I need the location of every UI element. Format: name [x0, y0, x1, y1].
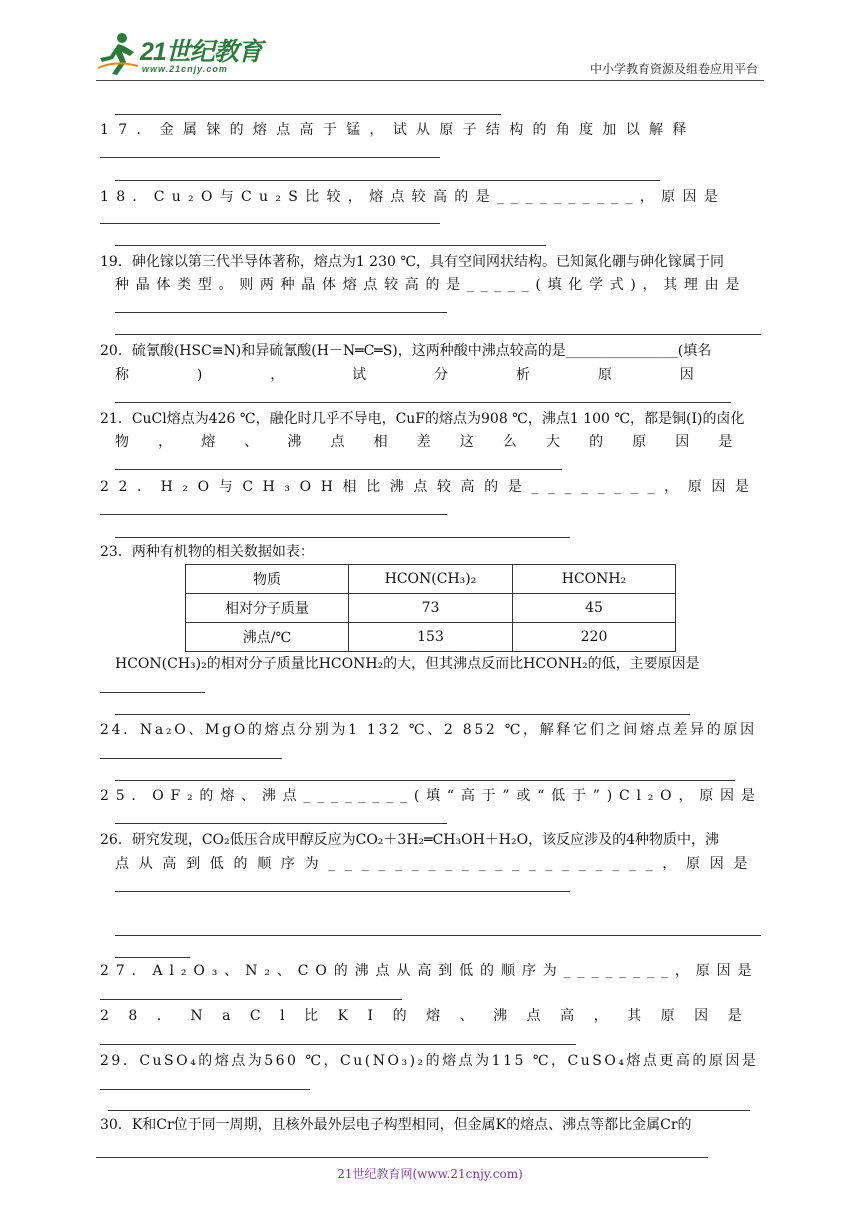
answer-line: [115, 891, 570, 892]
answer-line: [115, 935, 761, 936]
question-18-text: 18．Cu₂O与Cu₂S比较，熔点较高的是__________，原因是: [100, 189, 726, 205]
runner-logo-icon: [96, 30, 140, 76]
question-17: [100, 121, 762, 139]
question-19-line2: 种晶体类型。则两种晶体熔点较高的是_____(填化学式)，其理由是: [115, 277, 747, 293]
answer-line: [115, 180, 660, 181]
question-26-line2: 点从高到低的顺序为____________________，原因是: [115, 856, 758, 872]
platform-name: 中小学教育资源及组卷应用平台: [589, 62, 758, 76]
answer-line: [115, 537, 570, 538]
answer-line: [115, 714, 690, 715]
question-25: 25．OF₂的熔、沸点________(填“高于”或“低于”)Cl₂O，原因是: [100, 788, 762, 804]
question-30: 30．K和Cr位于同一周期，且核外最外层电子构型相同，但金属K的熔点、沸点等都比金属Cr的: [100, 1117, 692, 1133]
logo-text: 21世纪教育: [140, 38, 262, 66]
page-header: [0, 0, 860, 85]
answer-line: [115, 823, 447, 824]
footer-divider: [96, 1157, 708, 1158]
logo-url: www.21cnjy.com: [142, 64, 228, 74]
question-19-line1: 19．砷化镓以第三代半导体著称，熔点为1 230 ℃，具有空间网状结构。已知氮化硼与砷化镓属于同: [100, 254, 725, 270]
answer-line: [100, 1089, 310, 1090]
answer-line: [115, 114, 501, 115]
question-20-line1: 20．硫氰酸(HSC≡N)和异硫氰酸(H－N═C═S)，这两种酸中沸点较高的是________________(填名: [100, 343, 712, 359]
logo: [96, 30, 266, 78]
answer-line: [100, 514, 447, 515]
page-footer: 21世纪教育网(www.21cnjy.com): [337, 1167, 523, 1181]
data-table: [185, 564, 676, 652]
answer-line: [100, 758, 282, 759]
question-23-intro: 23．两种有机物的相关数据如表：: [100, 544, 314, 560]
answer-line: [115, 245, 546, 246]
table-header-cell: HCONH₂: [513, 565, 676, 594]
question-24: 24．Na₂O、MgO的熔点分别为1 132 ℃、2 852 ℃，解释它们之间熔点差异的原因: [100, 722, 757, 738]
question-22: 22．H₂O与CH₃OH相比沸点较高的是________，原因是: [100, 479, 759, 495]
question-18: [100, 188, 762, 206]
answer-line: [115, 334, 761, 335]
table-cell: 相对分子质量: [186, 594, 349, 623]
question-20-line2: 称)，试分析原因: [115, 367, 762, 383]
answer-line: [115, 957, 190, 958]
question-17-text: 17．金属铼的熔点高于锰，试从原子结构的角度加以解释: [100, 122, 696, 138]
question-29: 29．CuSO₄的熔点为560 ℃，Cu(NO₃)₂的熔点为115 ℃，CuSO₄熔点更高的原因是: [100, 1053, 759, 1069]
question-23-conclusion: HCON(CH₃)₂的相对分子质量比HCONH₂的大，但其沸点反而比HCONH₂的低，主要原因是: [115, 656, 700, 672]
table-cell: 沸点/℃: [186, 623, 349, 652]
answer-line: [115, 312, 447, 313]
question-21-line1: 21．CuCl熔点为426 ℃，融化时几乎不导电，CuF的熔点为908 ℃，沸点1 100 ℃，都是铜(I)的卤化: [100, 411, 745, 427]
answer-line: [100, 692, 205, 693]
answer-line: [115, 469, 562, 470]
question-28: 28．NaCl比KI的熔、沸点高，其原因是: [100, 1008, 762, 1024]
table-header-row: [186, 565, 676, 594]
table-cell: 73: [349, 594, 513, 623]
header-divider: [96, 80, 764, 81]
question-27: 27．Al₂O₃、N₂、CO的沸点从高到低的顺序为________，原因是: [100, 963, 759, 979]
table-row: [186, 623, 676, 652]
answer-line: [100, 157, 440, 158]
table-header-cell: HCON(CH₃)₂: [349, 565, 513, 594]
table-row: [186, 594, 676, 623]
answer-line: [100, 1044, 576, 1045]
table-cell: 45: [513, 594, 676, 623]
question-21-line2: 物，熔、沸点相差这么大的原因是: [115, 434, 762, 450]
table-header-cell: 物质: [186, 565, 349, 594]
answer-line: [115, 402, 731, 403]
table-cell: 220: [513, 623, 676, 652]
answer-line: [100, 223, 440, 224]
table-cell: 153: [349, 623, 513, 652]
answer-line: [100, 999, 402, 1000]
question-26-line1: 26．研究发现，CO₂低压合成甲醇反应为CO₂＋3H₂═CH₃OH＋H₂O，该反应涉及的4种物质中，沸: [100, 832, 719, 848]
answer-line: [108, 1110, 750, 1111]
answer-line: [115, 780, 735, 781]
